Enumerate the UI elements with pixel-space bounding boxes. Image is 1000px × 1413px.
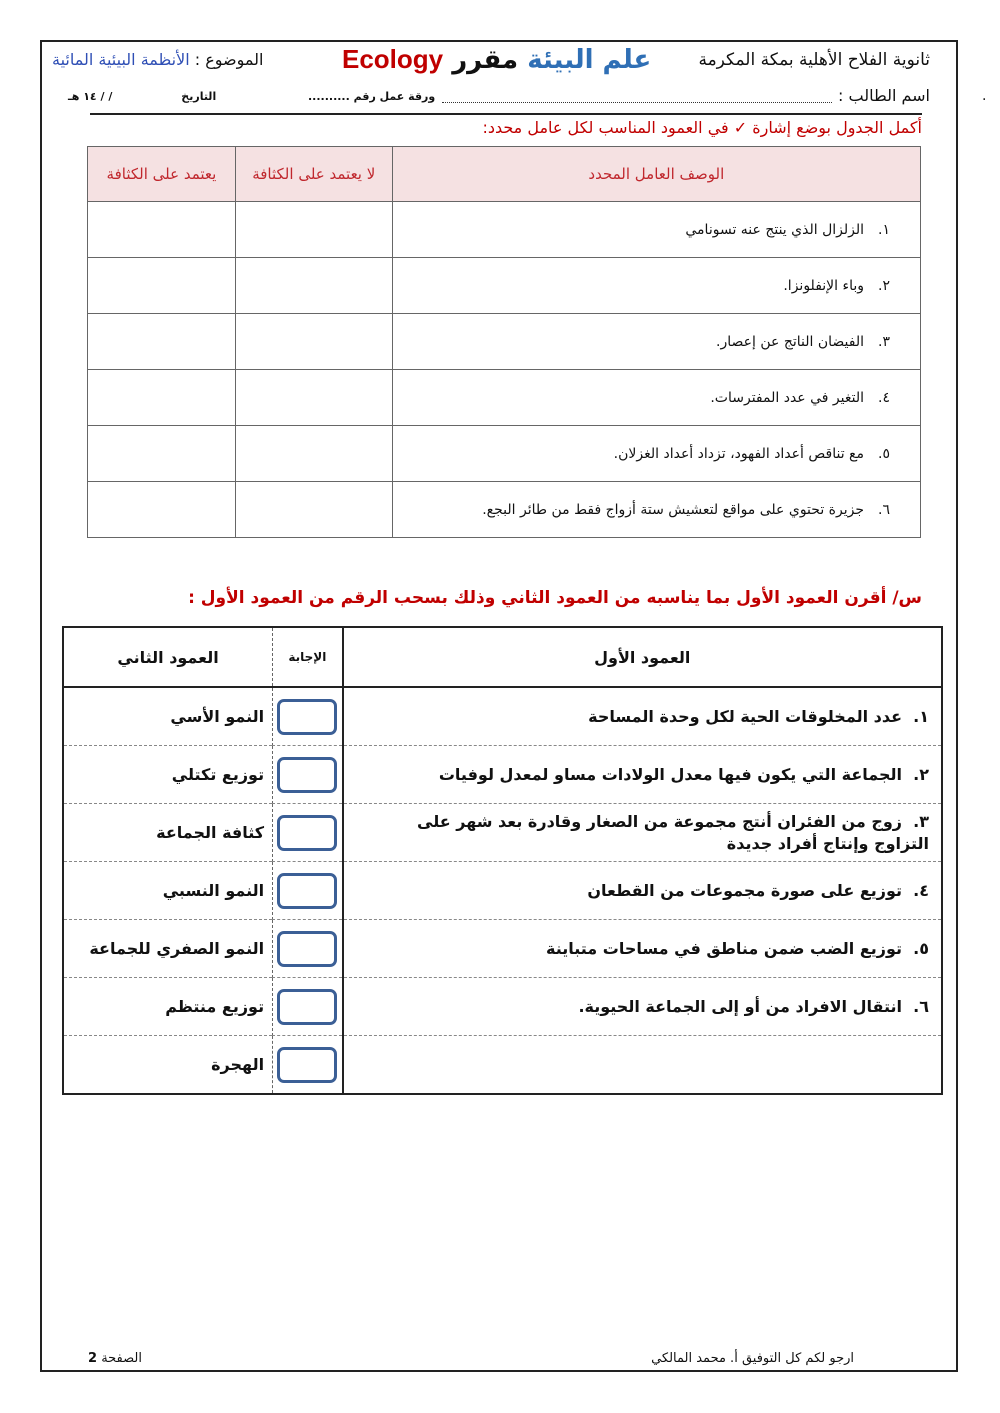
- density-factors-table: [87, 146, 921, 538]
- matching-row: [63, 804, 942, 862]
- independent-cell[interactable]: [235, 482, 392, 538]
- matching-header-row: [63, 627, 942, 687]
- answer-drop-box[interactable]: [277, 989, 337, 1025]
- factor-description: ٤.التغير في عدد المفترسات.: [392, 370, 920, 426]
- column-two-item: توزيع منتظم: [63, 978, 273, 1036]
- column-two-item: كثافة الجماعة: [63, 804, 273, 862]
- dependent-cell[interactable]: [88, 426, 236, 482]
- header-column-one: العمود الأول: [343, 627, 942, 687]
- date-value: / / ١٤ هـ: [68, 90, 113, 103]
- column-two-item: النمو الصفري للجماعة: [63, 920, 273, 978]
- factor-description: ٢.وباء الإنفلونزا.: [392, 258, 920, 314]
- header-independent: لا يعتمد على الكثافة: [235, 147, 392, 202]
- dependent-cell[interactable]: [88, 482, 236, 538]
- column-one-item[interactable]: ٢. الجماعة التي يكون فيها معدل الولادات مساو لمعدل لوفيات: [343, 746, 942, 804]
- table-row: [88, 258, 921, 314]
- matching-row: [63, 746, 942, 804]
- course-arabic: علم البيئة: [527, 45, 652, 75]
- table-row: [88, 202, 921, 258]
- matching-row: [63, 920, 942, 978]
- matching-table: [62, 626, 943, 1095]
- header-dependent: يعتمد على الكثافة: [88, 147, 236, 202]
- student-name-field[interactable]: [442, 90, 832, 103]
- table-row: [88, 482, 921, 538]
- answer-drop-box[interactable]: [277, 815, 337, 851]
- dependent-cell[interactable]: [88, 314, 236, 370]
- answer-drop-box[interactable]: [277, 931, 337, 967]
- page-number: [88, 1351, 142, 1366]
- independent-cell[interactable]: [235, 370, 392, 426]
- independent-cell[interactable]: [235, 314, 392, 370]
- stray-mark: .: [982, 88, 987, 104]
- matching-row: [63, 687, 942, 746]
- table-row: [88, 370, 921, 426]
- independent-cell[interactable]: [235, 258, 392, 314]
- column-two-item: النمو الأسي: [63, 687, 273, 746]
- factor-description: ١.الزلزال الذي ينتج عنه تسونامي: [392, 202, 920, 258]
- factor-description: ٣.الفيضان الناتج عن إعصار.: [392, 314, 920, 370]
- dependent-cell[interactable]: [88, 202, 236, 258]
- column-one-item[interactable]: ٦. انتقال الافراد من أو إلى الجماعة الحيوية.: [343, 978, 942, 1036]
- column-one-item[interactable]: ٣. زوج من الفئران أنتج مجموعة من الصغار وقادرة بعد شهر على التزاوج وإنتاج أفراد جديدة: [343, 804, 942, 862]
- column-one-item[interactable]: ٤. توزيع على صورة مجموعات من القطعان: [343, 862, 942, 920]
- date-label: التاريخ: [181, 90, 217, 103]
- topic-label: الموضوع :: [194, 50, 264, 69]
- column-one-item[interactable]: ١. عدد المخلوقات الحية لكل وحدة المساحة: [343, 687, 942, 746]
- column-two-item: الهجرة: [211, 1055, 265, 1074]
- footer-wish: ارجو لكم كل التوفيق أ. محمد المالكي: [651, 1351, 854, 1366]
- course-english: Ecology: [342, 44, 444, 74]
- table-row: [88, 426, 921, 482]
- matching-row: [63, 862, 942, 920]
- date: [68, 90, 216, 103]
- table-header-row: [88, 147, 921, 202]
- header-description: الوصف العامل المحدد: [392, 147, 920, 202]
- answer-drop-box[interactable]: [277, 1047, 337, 1083]
- course-prefix: مقرر: [452, 45, 519, 75]
- matching-row: [63, 978, 942, 1036]
- column-one-item[interactable]: ٥. توزيع الضب ضمن مناطق في مساحات متباينة: [343, 920, 942, 978]
- independent-cell[interactable]: [235, 426, 392, 482]
- independent-cell[interactable]: [235, 202, 392, 258]
- page-number-value: 2: [88, 1351, 98, 1366]
- student-label: اسم الطالب :: [838, 86, 930, 105]
- section1-instruction: أكمل الجدول بوضع إشارة ✓ في العمود المناسب لكل عامل محدد:: [482, 118, 922, 137]
- student-name-line: [442, 86, 930, 105]
- section2-instruction: س/ أقرن العمود الأول بما يناسبه من العمود الثاني وذلك بسحب الرقم من العمود الأول :: [188, 588, 922, 608]
- table-row: [88, 314, 921, 370]
- school-name: ثانوية الفلاح الأهلية بمكة المكرمة: [698, 50, 930, 70]
- header-answer: الإجابة: [273, 627, 343, 687]
- topic-value: الأنظمة البيئية المائية: [52, 50, 190, 69]
- topic: [52, 50, 263, 69]
- factor-description: ٥.مع تناقص أعداد الفهود، تزداد أعداد الغزلان.: [392, 426, 920, 482]
- header-column-two: العمود الثاني: [63, 627, 273, 687]
- column-one-item: [343, 1036, 942, 1095]
- worksheet-number: ورقة عمل رقم ..........: [308, 90, 436, 103]
- header-divider: [90, 113, 922, 115]
- answer-drop-box[interactable]: [277, 699, 337, 735]
- page-label: الصفحة: [101, 1351, 142, 1366]
- factor-description: ٦.جزيرة تحتوي على مواقع لتعشيش ستة أزواج فقط من طائر البجع.: [392, 482, 920, 538]
- column-two-item: النمو النسبي: [63, 862, 273, 920]
- dependent-cell[interactable]: [88, 258, 236, 314]
- matching-row: [63, 1036, 942, 1095]
- course-title: [342, 44, 651, 75]
- answer-drop-box[interactable]: [277, 873, 337, 909]
- column-two-item: توزيع تكتلي: [63, 746, 273, 804]
- answer-drop-box[interactable]: [277, 757, 337, 793]
- dependent-cell[interactable]: [88, 370, 236, 426]
